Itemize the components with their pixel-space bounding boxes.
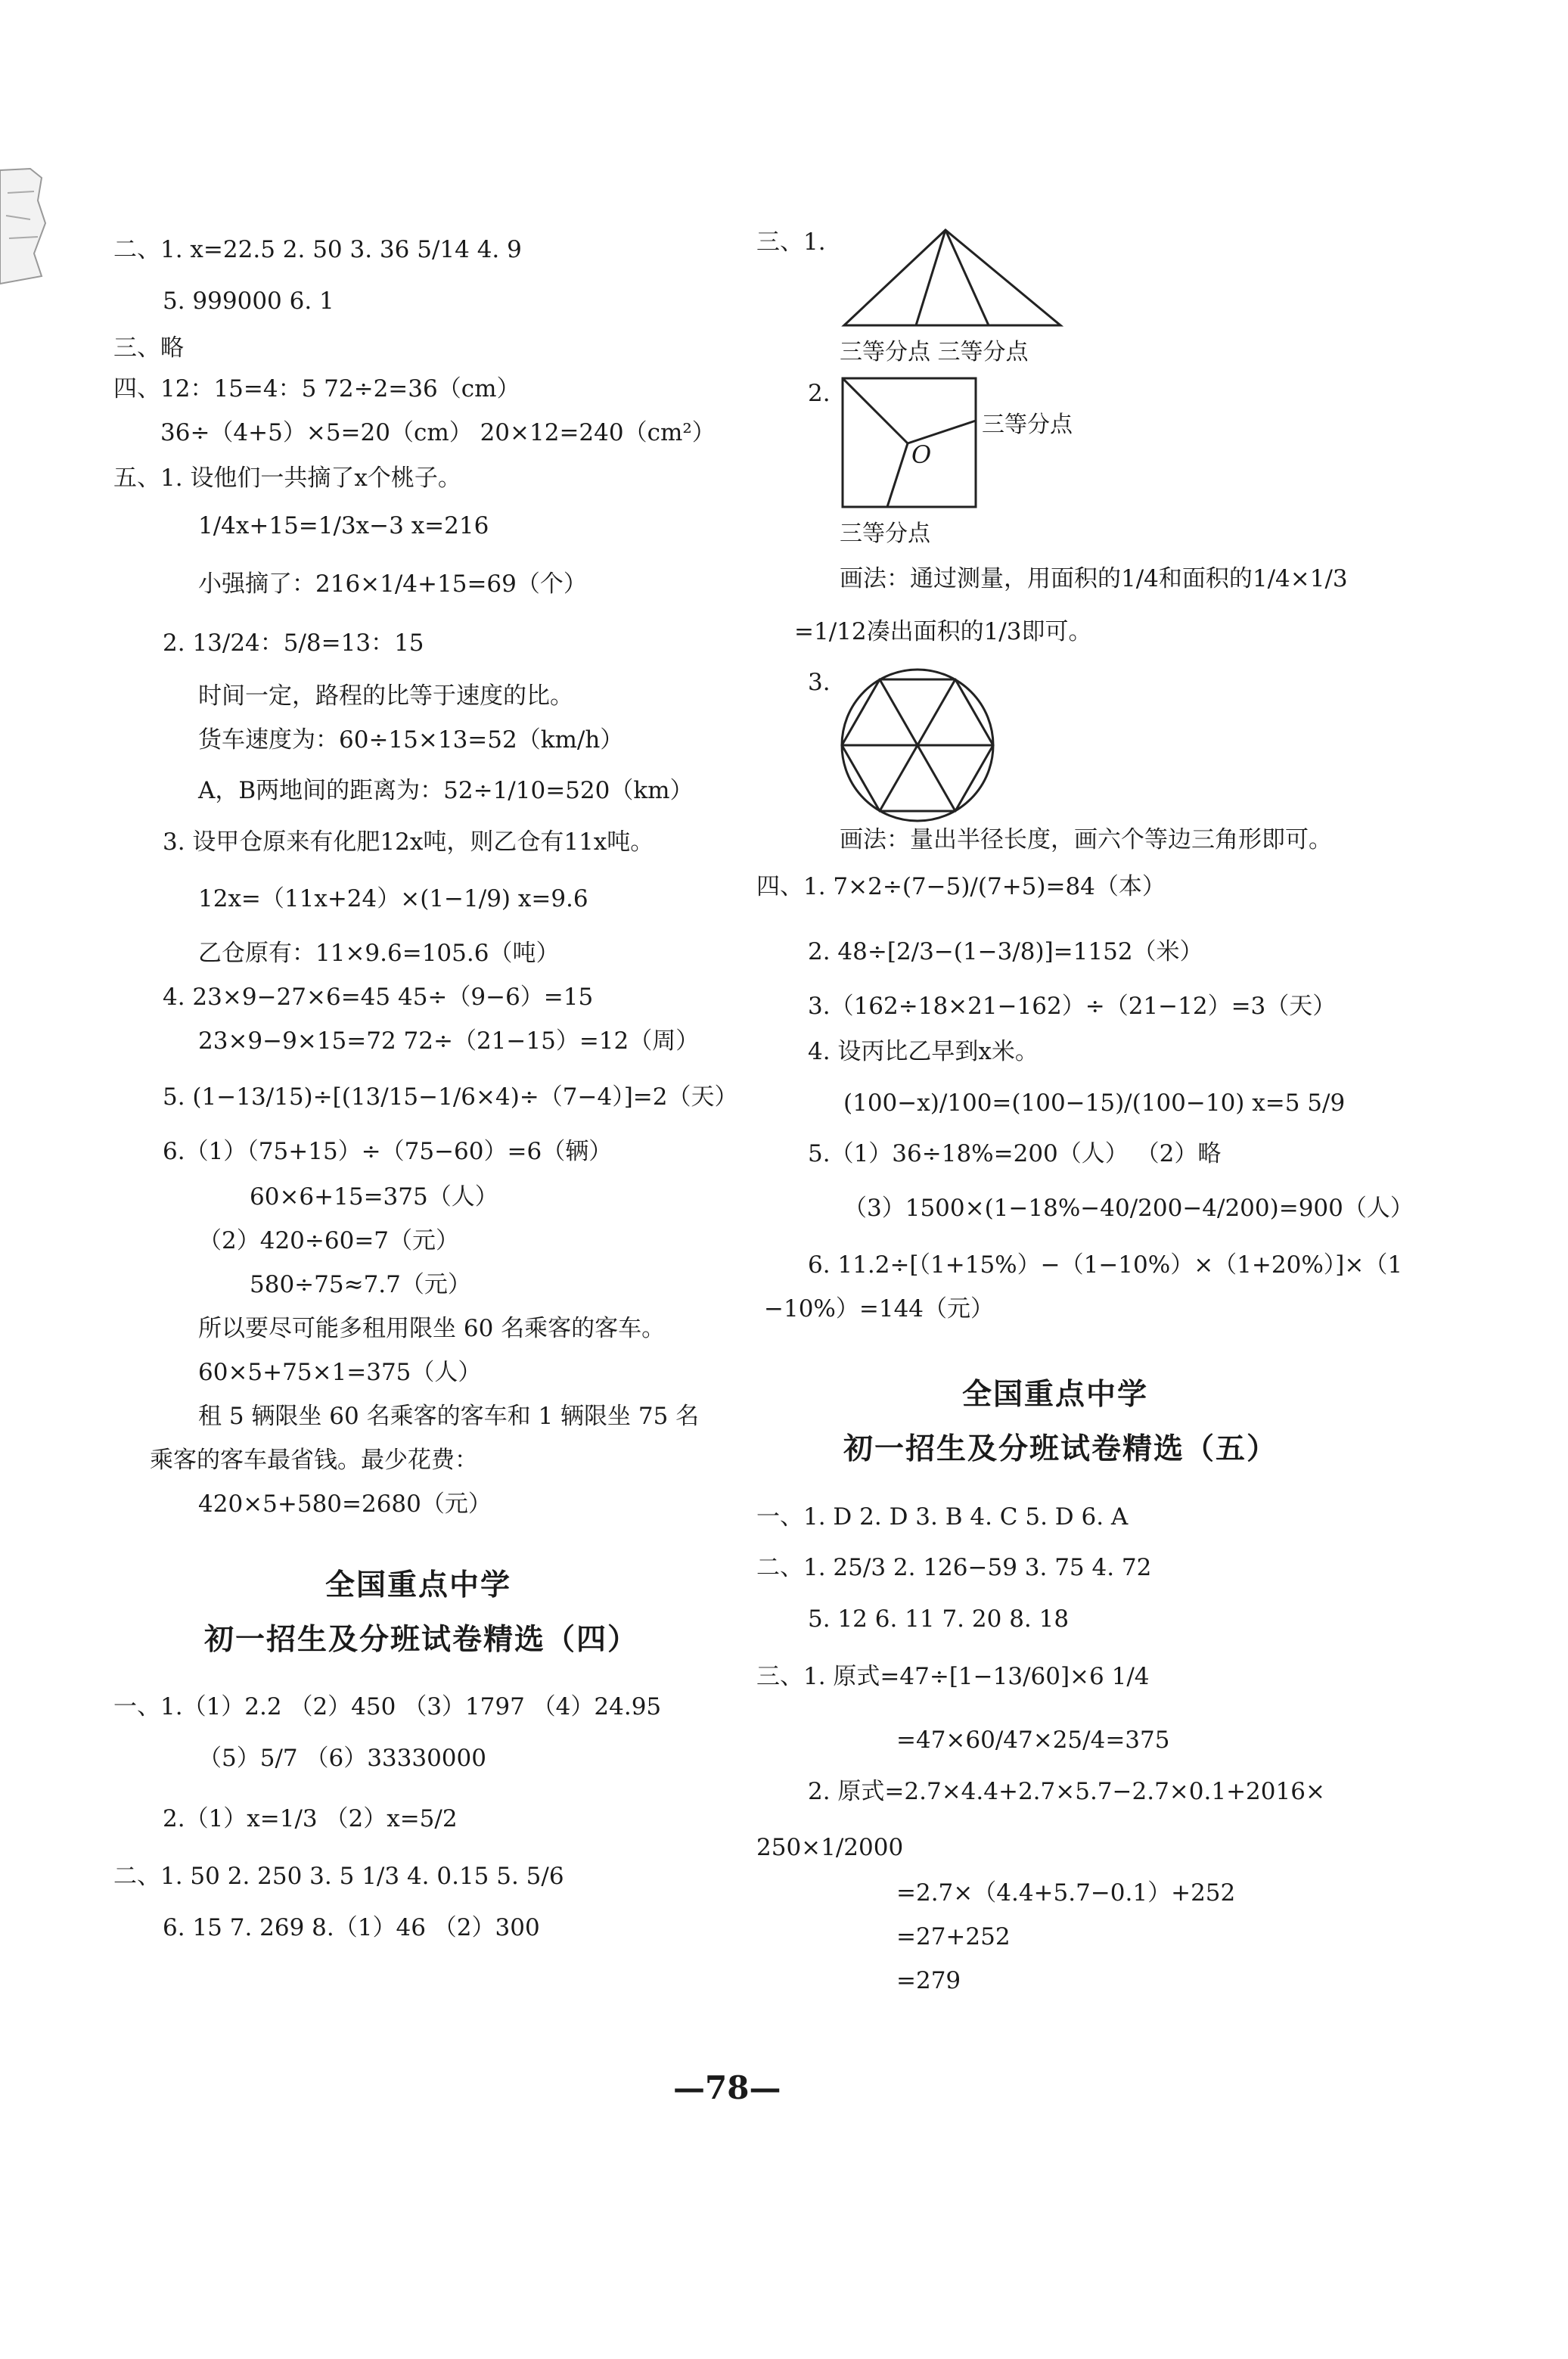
- section-title: 全国重点中学: [325, 1568, 512, 1602]
- answer-line: 5.（1）36÷18%=200（人） （2）略: [808, 1140, 1222, 1167]
- trisection-caption: 三等分点: [840, 521, 930, 547]
- answer-line: =2.7×（4.4+5.7−0.1）+252: [896, 1879, 1236, 1907]
- answer-line: 36÷（4+5）×5=20（cm） 20×12=240（cm²）: [160, 419, 716, 446]
- answer-line: 60×5+75×1=375（人）: [198, 1359, 482, 1386]
- triangle-diagram: [840, 227, 1067, 329]
- answer-line: 乙仓原有：11×9.6=105.6（吨）: [198, 940, 560, 967]
- answer-line: 1/4x+15=1/3x−3 x=216: [198, 512, 489, 539]
- answer-line: 四、1. 7×2÷(7−5)/(7+5)=84（本）: [756, 873, 1166, 900]
- answer-line: 6. 11.2÷[（1+15%）−（1−10%）×（1+20%）]×（1: [808, 1251, 1403, 1279]
- square-diagram: [840, 375, 980, 511]
- question-label: 三、1.: [756, 228, 826, 256]
- answer-line: 四、12：15=4：5 72÷2=36（cm）: [113, 375, 520, 402]
- answer-line: 一、1.（1）2.2 （2）450 （3）1797 （4）24.95: [113, 1693, 662, 1720]
- center-point-label: O: [911, 440, 932, 469]
- answer-line: 580÷75≈7.7（元）: [250, 1271, 471, 1298]
- answer-line: A，B两地间的距离为：52÷1/10=520（km）: [198, 777, 694, 804]
- answer-line: 三、1. 原式=47÷[1−13/60]×6 1/4: [756, 1663, 1150, 1690]
- answer-line: （2）420÷60=7（元）: [198, 1227, 460, 1254]
- answer-line: 时间一定，路程的比等于速度的比。: [198, 682, 573, 710]
- answer-line: =47×60/47×25/4=375: [896, 1727, 1170, 1754]
- answer-line: −10%）=144（元）: [764, 1295, 995, 1322]
- answer-line: 二、1. 25/3 2. 126−59 3. 75 4. 72: [756, 1554, 1152, 1581]
- answer-line: =27+252: [896, 1923, 1011, 1950]
- answer-line: （3）1500×(1−18%−40/200−4/200)=900（人）: [843, 1195, 1414, 1222]
- answer-line: 二、1. 50 2. 250 3. 5 1/3 4. 0.15 5. 5/6: [113, 1863, 564, 1890]
- answer-line: 5. 999000 6. 1: [163, 287, 334, 315]
- answer-line: 5. (1−13/15)÷[(13/15−1/6×4)÷（7−4）]=2（天）: [163, 1083, 738, 1111]
- answer-line: 250×1/2000: [756, 1834, 904, 1861]
- answer-line: 3. 设甲仓原来有化肥12x吨，则乙仓有11x吨。: [163, 828, 654, 856]
- answer-line: 乘客的客车最省钱。最少花费：: [150, 1447, 478, 1474]
- answer-line: 2. 原式=2.7×4.4+2.7×5.7−2.7×0.1+2016×: [808, 1778, 1325, 1805]
- answer-line: 2.（1）x=1/3 （2）x=5/2: [163, 1805, 458, 1832]
- answer-line: （5）5/7 （6）33330000: [198, 1745, 486, 1772]
- answer-line: 货车速度为：60÷15×13=52（km/h）: [198, 726, 624, 754]
- answer-line: 3.（162÷18×21−162）÷（21−12）=3（天）: [808, 993, 1337, 1020]
- answer-line: (100−x)/100=(100−15)/(100−10) x=5 5/9: [843, 1089, 1346, 1117]
- answer-line: 画法：通过测量，用面积的1/4和面积的1/4×1/3: [840, 565, 1348, 592]
- section-title: 全国重点中学: [962, 1378, 1149, 1412]
- answer-line: 6.（1）（75+15）÷（75−60）=6（辆）: [163, 1138, 613, 1165]
- answer-line: 12x=（11x+24）×(1−1/9) x=9.6: [198, 885, 588, 912]
- answer-line: 2. 13/24：5/8=13：15: [163, 629, 424, 657]
- trisection-caption: 三等分点 三等分点: [840, 339, 1029, 365]
- answer-line: =1/12凑出面积的1/3即可。: [794, 618, 1092, 645]
- answer-line: 4. 设丙比乙早到x米。: [808, 1038, 1039, 1065]
- question-label: 2.: [808, 380, 831, 407]
- answer-line: 画法：量出半径长度，画六个等边三角形即可。: [840, 826, 1332, 853]
- answer-line: 60×6+15=375（人）: [250, 1183, 498, 1211]
- answer-line: 一、1. D 2. D 3. B 4. C 5. D 6. A: [756, 1503, 1129, 1531]
- answer-line: 23×9−9×15=72 72÷（21−15）=12（周）: [198, 1027, 700, 1055]
- page-edge-decoration: [0, 155, 53, 291]
- answer-line: 6. 15 7. 269 8.（1）46 （2）300: [163, 1914, 540, 1941]
- page-number: —78—: [673, 2069, 781, 2106]
- answer-line: 三、略: [113, 334, 184, 362]
- answer-line: 小强摘了：216×1/4+15=69（个）: [198, 570, 587, 598]
- answer-line: 420×5+580=2680（元）: [198, 1490, 492, 1518]
- hexagon-circle-diagram: [838, 666, 997, 825]
- answer-line: 2. 48÷[2/3−(1−3/8)]=1152（米）: [808, 938, 1203, 965]
- answer-line: 5. 12 6. 11 7. 20 8. 18: [808, 1605, 1070, 1633]
- answer-line: 所以要尽可能多租用限坐 60 名乘客的客车。: [198, 1315, 666, 1342]
- trisection-caption: 三等分点: [982, 412, 1073, 438]
- question-label: 3.: [808, 669, 831, 696]
- answer-line: 二、1. x=22.5 2. 50 3. 36 5/14 4. 9: [113, 236, 522, 263]
- answer-line: 五、1. 设他们一共摘了x个桃子。: [113, 465, 461, 492]
- section-subtitle: 初一招生及分班试卷精选（四）: [204, 1623, 639, 1657]
- section-subtitle: 初一招生及分班试卷精选（五）: [843, 1432, 1278, 1466]
- answer-line: 租 5 辆限坐 60 名乘客的客车和 1 辆限坐 75 名: [198, 1403, 700, 1430]
- answer-line: 4. 23×9−27×6=45 45÷（9−6）=15: [163, 984, 594, 1011]
- answer-line: =279: [896, 1967, 961, 1994]
